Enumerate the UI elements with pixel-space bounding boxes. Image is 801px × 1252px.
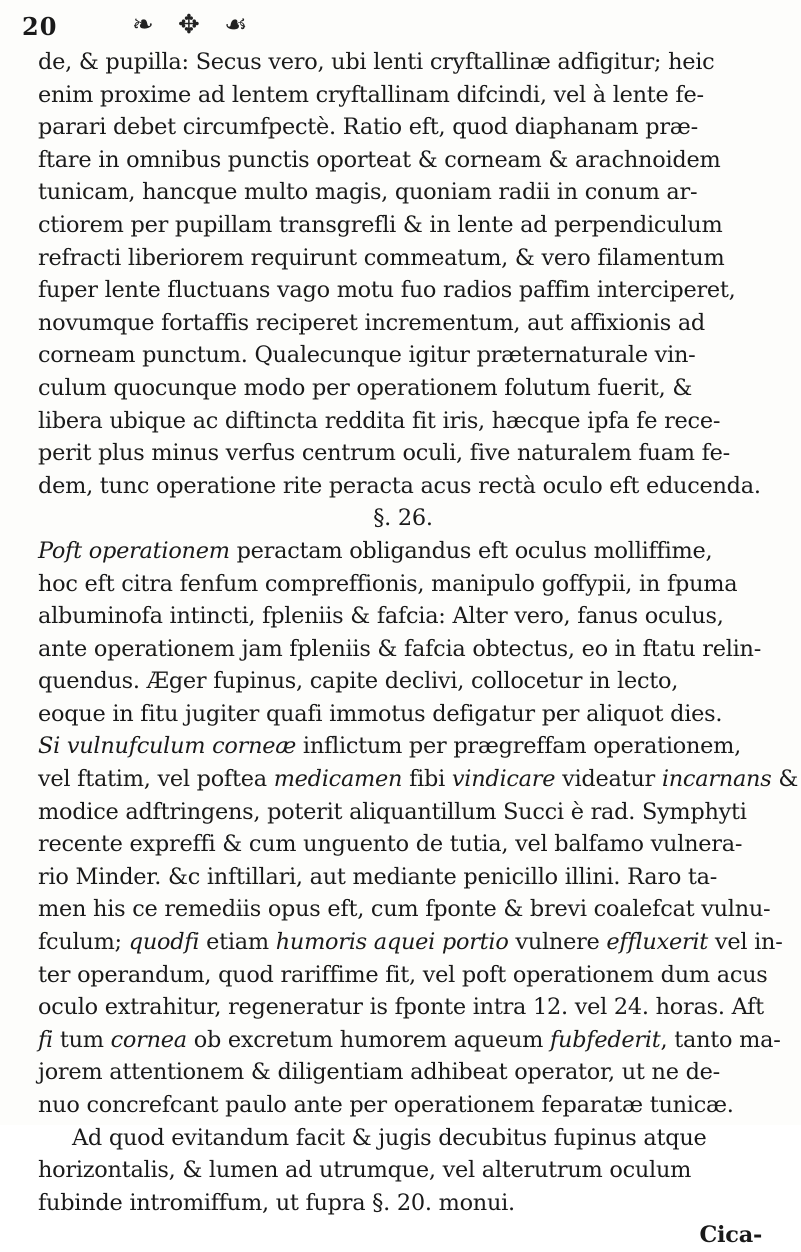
text-run: de, & pupilla: Secus vero, ubi lenti cryftallinæ adfigitur; heic (38, 49, 715, 75)
text-line (38, 1056, 768, 1089)
text-line (38, 1187, 768, 1220)
italic-run: fubfederit (550, 1026, 661, 1053)
text-line (38, 893, 771, 926)
text-run: vulnere (508, 929, 607, 956)
italic-run: effluxerit (606, 929, 709, 956)
page-header (22, 8, 779, 42)
text-run: videatur (555, 766, 662, 793)
text-line (38, 861, 768, 894)
text-run: inflictum per prægreffam operationem, (296, 733, 742, 760)
text-line (38, 600, 768, 633)
text-run: albuminofa intincti, fpleniis & fafcia: Alter vero, fanus oculus, (38, 603, 724, 630)
text-run: men his ce remediis opus eft, cum fponte & brevi coalefcat vulnu- (38, 896, 771, 923)
text-run: ftare in omnibus punctis oporteat & corneam & arachnoidem (38, 146, 721, 173)
text-run: fubinde intromiffum, ut fupra §. 20. monui. (38, 1189, 515, 1216)
text-run: & (771, 766, 799, 793)
italic-run: Poft operationem (38, 537, 230, 564)
text-line (38, 176, 768, 209)
text-run: perit plus minus verfus centrum oculi, five naturalem fuam fe- (38, 440, 731, 467)
text-run: ter operandum, quod rariffime fit, vel poft operationem dum acus (38, 961, 768, 988)
text-line (38, 535, 768, 568)
text-line (38, 1089, 768, 1122)
text-run: parari debet circumfpectè. Ratio eft, quod diaphanam præ- (38, 114, 698, 141)
text-run: culum quocunque modo per operationem folutum fuerit, & (38, 374, 693, 401)
text-line (38, 405, 768, 438)
catchword: Cica- (699, 1222, 762, 1249)
text-run: , tanto ma- (660, 1026, 781, 1053)
text-line (38, 568, 768, 601)
text-run: nuo concrefcant paulo ante per operationem feparatæ tunicæ. (38, 1092, 734, 1118)
text-run: eoque in fitu jugiter quafi immotus defigatur per aliquot dies. (38, 700, 723, 727)
text-run: libera ubique ac diftincta reddita fit iris, hæcque ipfa fe rece- (38, 407, 721, 434)
text-line (38, 79, 768, 112)
italic-run: vindicare (451, 766, 556, 793)
text-run: recente expreffi & cum unguento de tutia, vel balfamo vulnera- (38, 831, 743, 858)
section-heading (38, 502, 768, 535)
text-line (38, 339, 768, 372)
text-run: vel in- (708, 929, 783, 956)
italic-run: medicamen (273, 766, 403, 793)
text-run: tunicam, hancque multo magis, quoniam radii in conum ar- (38, 179, 698, 206)
text-line (38, 633, 768, 666)
text-line (38, 111, 768, 144)
text-line (38, 959, 768, 992)
italic-run: humoris aquei portio (275, 929, 509, 956)
italic-run: quodfi (128, 929, 200, 956)
text-run: fibi (402, 766, 452, 793)
text-line (38, 307, 768, 340)
italic-run: incarnans (661, 766, 772, 793)
text-run: jorem attentionem & diligentiam adhibeat operator, ut ne de- (38, 1059, 720, 1086)
page-number: 20 (22, 12, 58, 41)
text-run: oculo extrahitur, regeneratur is fponte intra 12. vel 24. horas. Aft (38, 994, 764, 1021)
text-run: hoc eft citra fenfum compreffionis, manipulo goffypii, in fpuma (38, 570, 738, 597)
text-run: enim proxime ad lentem cryftallinam difcindi, vel à lente fe- (38, 81, 704, 108)
text-line (38, 796, 768, 829)
text-line (38, 274, 768, 307)
text-run: quendus. Æger fupinus, capite declivi, collocetur in lecto, (38, 668, 679, 695)
text-line (38, 1024, 781, 1057)
text-run: tum (52, 1026, 111, 1053)
text-run: peractam obligandus eft oculus molliffime, (229, 537, 713, 564)
text-line (38, 730, 768, 763)
text-line (38, 991, 768, 1024)
text-line (38, 926, 783, 959)
text-line (38, 46, 768, 79)
text-run: rio Minder. &c inftillari, aut mediante penicillo illini. Raro ta- (38, 863, 718, 890)
text-run: Ad quod evitandum facit & jugis decubitus fupinus atque (72, 1124, 707, 1151)
text-line (38, 698, 768, 731)
text-line (38, 209, 768, 242)
text-run: modice adftringens, poterit aliquantillum Succi è rad. Symphyti (38, 798, 747, 825)
text-run: dem, tunc operatione rite peracta acus rectà oculo eft educenda. (38, 472, 761, 499)
text-line (38, 470, 768, 503)
text-line (38, 372, 768, 405)
text-run: fculum; (38, 929, 129, 956)
text-line (38, 144, 768, 177)
italic-run: Si vulnufculum corneæ (38, 733, 297, 760)
text-run: §. 26. (373, 505, 433, 532)
header-ornament: ❧ ✥ ☙ (132, 10, 256, 40)
text-line (38, 763, 799, 796)
text-line (38, 1122, 768, 1155)
text-line (38, 665, 768, 698)
body-text (38, 46, 799, 1252)
text-run: refracti liberiorem requirunt commeatum, & vero filamentum (38, 244, 725, 271)
text-line (38, 1154, 768, 1187)
text-run: fuper lente fluctuans vago motu fuo radios paffim interciperet, (38, 277, 736, 304)
text-run: ob excretum humorem aqueum (186, 1026, 551, 1053)
text-run: vel ftatim, vel poftea (38, 766, 274, 793)
text-run: horizontalis, & lumen ad utrumque, vel alterutrum oculum (38, 1157, 692, 1184)
text-line (38, 437, 768, 470)
italic-run: cornea (110, 1026, 187, 1053)
text-run: etiam (199, 929, 276, 956)
text-line (38, 242, 768, 275)
text-run: ante operationem jam fpleniis & fafcia obtectus, eo in ftatu relin- (38, 635, 762, 662)
text-run: corneam punctum. Qualecunque igitur præternaturale vin- (38, 342, 696, 369)
italic-run: fi (38, 1026, 53, 1053)
text-run: ctiorem per pupillam transgrefli & in lente ad perpendiculum (38, 211, 723, 238)
text-line (38, 828, 768, 861)
text-run: novumque fortaffis reciperet incrementum, aut affixionis ad (38, 309, 706, 336)
